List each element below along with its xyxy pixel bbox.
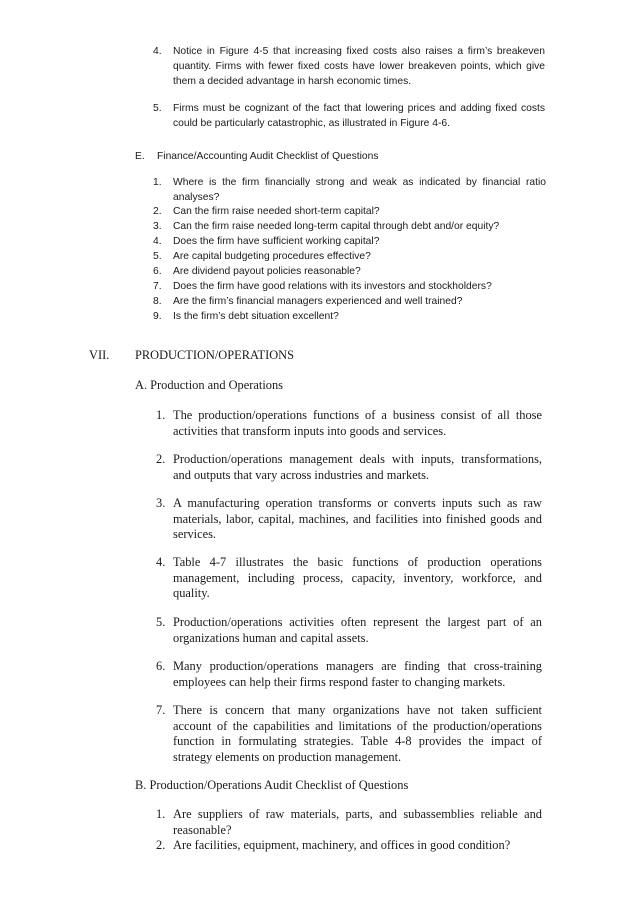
checklist-item: [153, 279, 546, 294]
item-number: 5.: [153, 103, 162, 114]
item-number: 2.: [156, 452, 166, 466]
section-title: Finance/Accounting Audit Checklist of Questions: [157, 151, 379, 162]
item-number: 4.: [153, 236, 162, 247]
section-e-heading: [135, 149, 379, 164]
item-number: 3.: [156, 496, 166, 510]
item-number: 7.: [153, 281, 162, 292]
item-number: 1.: [153, 177, 162, 188]
item-text: Is the firm’s debt situation excellent?: [173, 311, 339, 322]
item-text: There is concern that many organizations have not taken sufficient account of the capabilities and limitations of the production/operations function in formulating strategies. Table 4-8 provides the impact of strategy elements on production management.: [173, 703, 542, 764]
item-text: Are facilities, equipment, machinery, and offices in good condition?: [173, 838, 511, 852]
checklist-item: [153, 294, 546, 309]
checklist-item: [153, 309, 546, 324]
checklist-item: [153, 219, 546, 234]
list-item: [153, 101, 545, 131]
item-text: Does the firm have good relations with its investors and stockholders?: [173, 281, 492, 292]
item-text: Are capital budgeting procedures effective?: [173, 251, 371, 262]
list-item: [156, 408, 542, 439]
checklist-item: [153, 175, 546, 205]
item-number: 9.: [153, 311, 162, 322]
item-text: Production/operations management deals with inputs, transformations, and outputs that vary across industries and markets.: [173, 452, 542, 482]
section-vii-heading: [89, 348, 294, 364]
item-text: Does the firm have sufficient working capital?: [173, 236, 380, 247]
item-number: 1.: [156, 807, 166, 821]
item-number: 4.: [156, 555, 166, 569]
list-item: [156, 555, 542, 602]
section-b-heading: B. Production/Operations Audit Checklist of Questions: [135, 778, 409, 792]
item-text: Notice in Figure 4-5 that increasing fixed costs also raises a firm’s breakeven quantity. Firms with fewer fixed costs have lower breakeven points, which give them a decided advantage in harsh economic times.: [173, 46, 545, 88]
item-number: 7.: [156, 703, 166, 717]
item-text: Table 4-7 illustrates the basic functions of production operations management, including process, capacity, inventory, workforce, and quality.: [173, 555, 542, 601]
list-item: [156, 703, 542, 765]
checklist-item: [153, 204, 546, 219]
checklist-item: [153, 264, 546, 279]
item-text: Where is the firm financially strong and weak as indicated by financial ratio analyses?: [173, 177, 546, 204]
item-number: 6.: [153, 266, 162, 277]
item-number: 8.: [153, 296, 162, 307]
item-text: Can the firm raise needed long-term capital through debt and/or equity?: [173, 221, 500, 232]
item-number: 5.: [153, 251, 162, 262]
item-text: Firms must be cognizant of the fact that lowering prices and adding fixed costs could be particularly catastrophic, as illustrated in Figure 4-6.: [173, 103, 545, 130]
checklist-item: [156, 807, 542, 838]
list-item: [156, 452, 542, 483]
list-item: [156, 615, 542, 646]
item-number: 2.: [153, 206, 162, 217]
item-text: Can the firm raise needed short-term capital?: [173, 206, 380, 217]
item-text: Production/operations activities often represent the largest part of an organizations human and capital assets.: [173, 615, 542, 645]
item-text: Are the firm’s financial managers experienced and well trained?: [173, 296, 463, 307]
section-a-heading: A. Production and Operations: [135, 378, 283, 392]
checklist-item: [153, 234, 546, 249]
list-item: [156, 496, 542, 543]
list-item: [153, 44, 545, 90]
list-item: [156, 659, 542, 690]
checklist-item: [153, 249, 546, 264]
item-text: A manufacturing operation transforms or converts inputs such as raw materials, labor, capital, machines, and facilities into finished goods and services.: [173, 496, 542, 542]
item-text: Are suppliers of raw materials, parts, and subassemblies reliable and reasonable?: [173, 807, 542, 837]
item-number: 3.: [153, 221, 162, 232]
checklist-item: [156, 838, 542, 854]
section-numeral: VII.: [89, 348, 110, 362]
item-number: 6.: [156, 659, 166, 673]
section-title: PRODUCTION/OPERATIONS: [135, 348, 295, 362]
item-number: 2.: [156, 838, 166, 852]
item-number: 4.: [153, 46, 162, 57]
item-text: The production/operations functions of a business consist of all those activities that transform inputs into goods and services.: [173, 408, 542, 438]
item-number: 5.: [156, 615, 166, 629]
item-number: 1.: [156, 408, 166, 422]
section-letter: E.: [135, 151, 145, 162]
item-text: Are dividend payout policies reasonable?: [173, 266, 361, 277]
item-text: Many production/operations managers are finding that cross-training employees can help their firms respond faster to changing markets.: [173, 659, 542, 689]
